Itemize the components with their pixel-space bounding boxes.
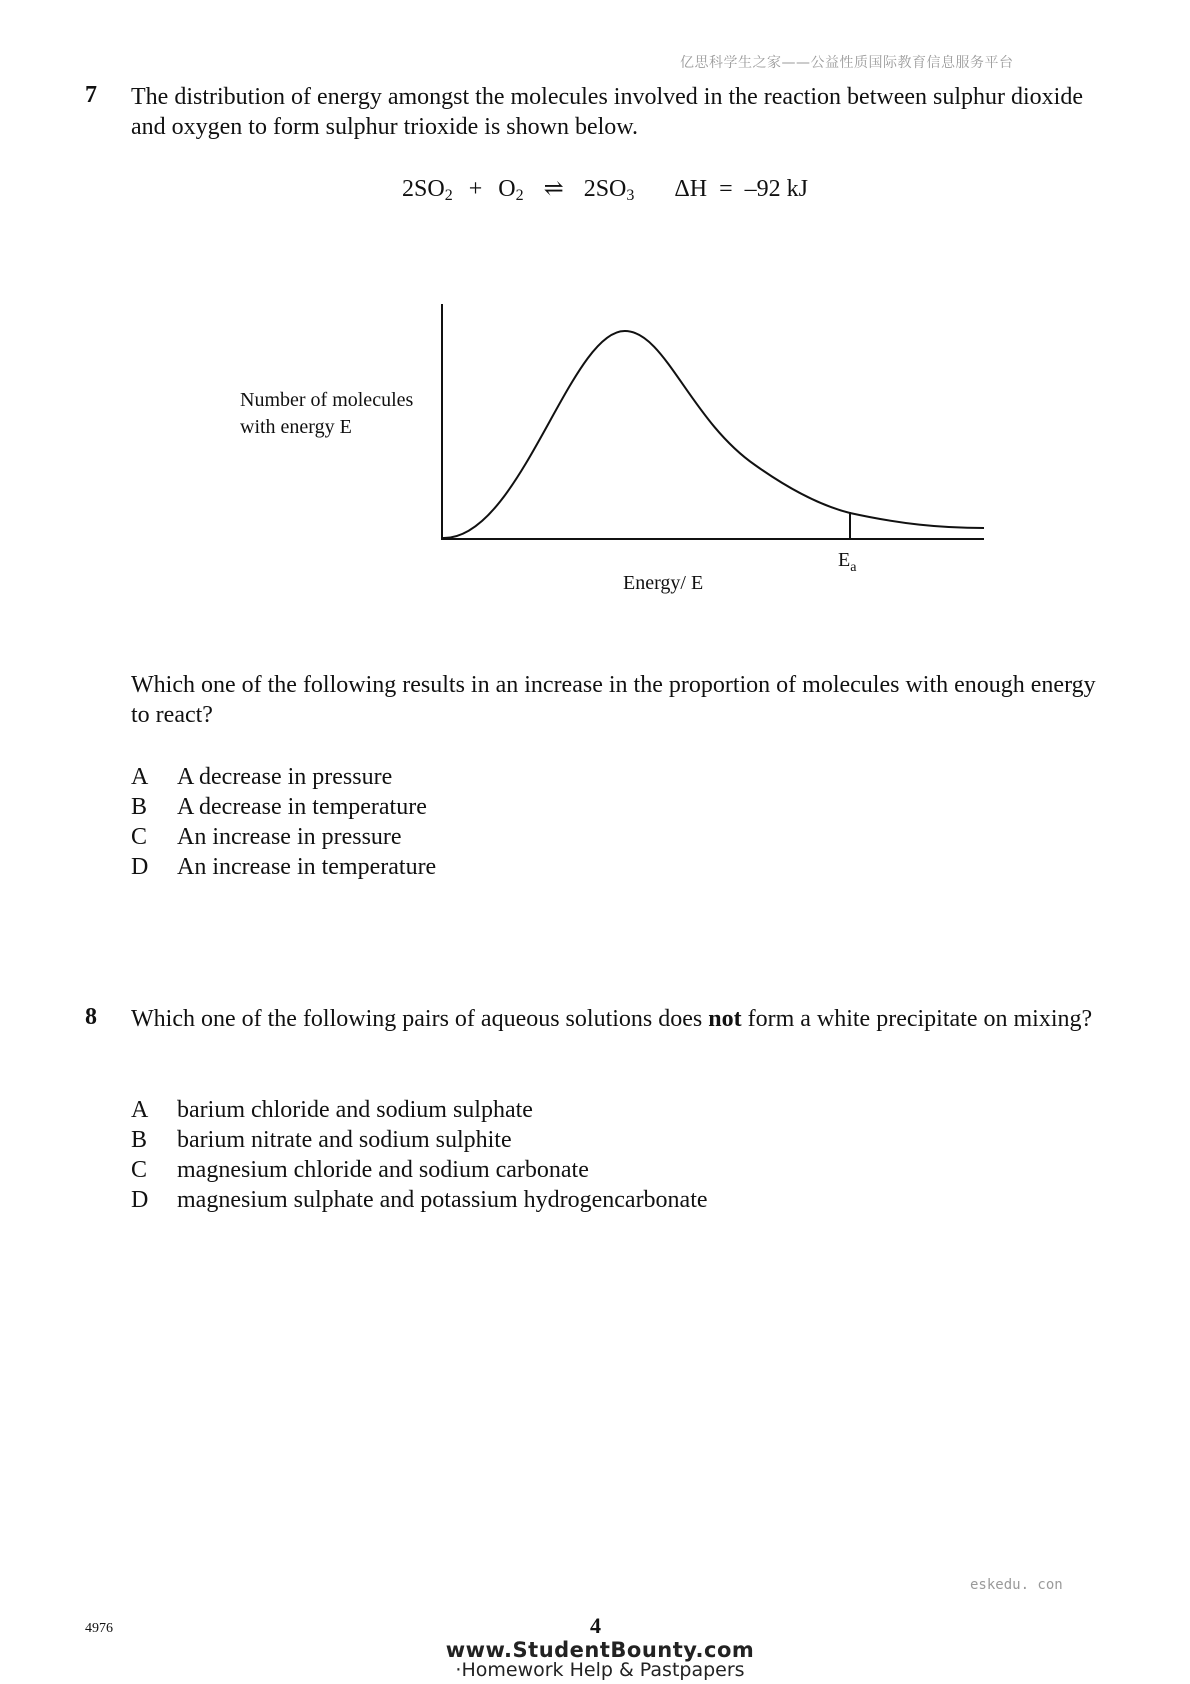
logo-tagline: ·Homework Help & Pastpapers [455,1659,745,1681]
question-7-options [131,762,436,882]
page-number: 4 [590,1613,601,1638]
question-7-prompt: Which one of the following results in an increase in the proportion of molecules with enough energy to react? [131,672,1096,728]
question-7-text: The distribution of energy amongst the molecules involved in the reaction between sulphur dioxide and oxygen to form sulphur trioxide is shown below. [131,84,1083,140]
question-8-option-b[interactable]: B barium nitrate and sodium sulphite [131,1127,512,1153]
question-8-option-a[interactable]: A barium chloride and sodium sulphate [131,1097,533,1123]
equation-product-so3: $2SO_3$ [583,176,635,204]
equation-reactant-so2: $2SO_2$ [402,176,453,204]
paper-code: 4976 [85,1621,113,1636]
question-7-option-c[interactable]: C An increase in pressure [131,824,402,850]
question-8-options [131,1095,708,1215]
question-8-text: Which one of the following pairs of aqueous solutions does not form a white precipitate on mixing? [131,1006,1093,1032]
graph-y-label-line2: with energy E [240,416,352,438]
footer-watermark: eskedu. con [970,1577,1063,1593]
question-7-option-b[interactable]: B A decrease in temperature [131,794,427,820]
graph-x-axis-label: Energy/ E [623,572,704,594]
question-7-option-a[interactable]: A A decrease in pressure [131,764,393,790]
question-8-option-d[interactable]: D magnesium sulphate and potassium hydrogencarbonate [131,1187,708,1213]
question-7-option-d[interactable]: D An increase in temperature [131,854,437,880]
equation-reactant-o2: $O_2$ [498,176,524,204]
equilibrium-arrow-icon: ⇌ [543,176,564,202]
activation-energy-label: $E_a$ [838,549,857,575]
question-7-number: 7 [85,82,97,108]
question-8-number: 8 [85,1004,97,1030]
logo-url: www.StudentBounty.com [445,1638,755,1662]
energy-distribution-graph [0,0,1190,700]
question-8-option-c[interactable]: C magnesium chloride and sodium carbonate [131,1157,589,1183]
graph-y-label-line1: Number of molecules [240,389,414,411]
studentbounty-logo[interactable] [440,1638,760,1681]
distribution-curve [443,331,984,538]
equation-delta-h: ΔH = –92 kJ [674,176,809,202]
equation-plus: + [468,176,483,202]
header-watermark: 亿思科学生之家——公益性质国际教育信息服务平台 [680,55,1014,71]
